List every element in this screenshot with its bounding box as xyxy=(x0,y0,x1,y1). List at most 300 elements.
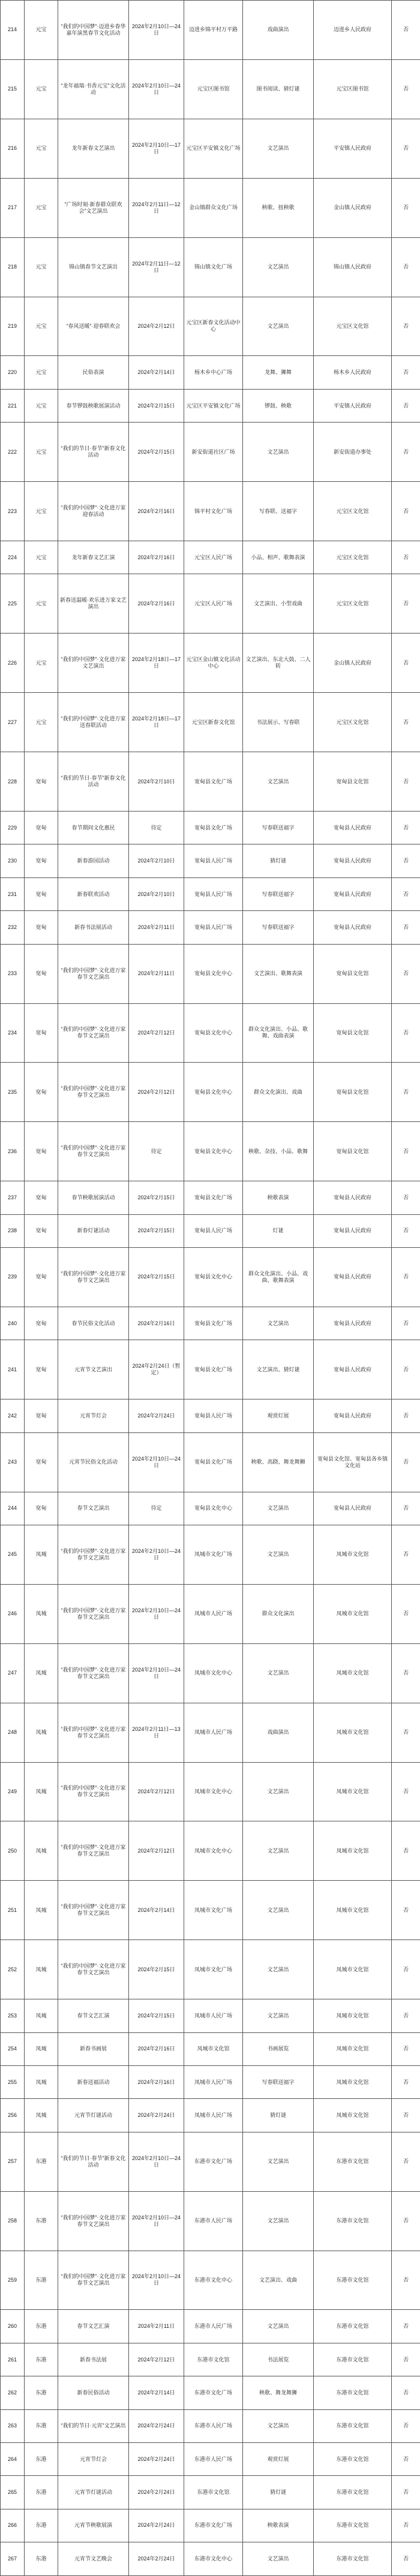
organizer-cell: 东港市文化馆 xyxy=(314,2132,392,2191)
activity-name-cell: 元宵节灯会 xyxy=(58,1399,129,1432)
district-cell: 东港 xyxy=(25,2191,58,2251)
date-cell: 待定 xyxy=(129,1122,184,1181)
district-cell: 东港 xyxy=(25,2251,58,2310)
organizer-cell: 凤城市文化馆 xyxy=(314,1821,392,1881)
charge-cell: 否 xyxy=(392,482,420,541)
content-cell: 秧歌表演 xyxy=(243,2509,314,2542)
venue-cell: 新安街道社区广场 xyxy=(184,423,243,482)
content-cell: 龙舞、狮舞 xyxy=(243,356,314,389)
content-cell: 戏曲演出 xyxy=(243,1703,314,1762)
row-number: 266 xyxy=(1,2509,25,2542)
district-cell: 元宝 xyxy=(25,356,58,389)
date-cell: 2024年2月11日—13日 xyxy=(129,1703,184,1762)
venue-cell: 宽甸县文化广场 xyxy=(184,1340,243,1399)
charge-cell: 否 xyxy=(392,844,420,877)
charge-cell: 否 xyxy=(392,911,420,944)
row-number: 234 xyxy=(1,1003,25,1063)
organizer-cell: 东港市文化馆 xyxy=(314,2191,392,2251)
district-cell: 元宝 xyxy=(25,119,58,178)
table-row xyxy=(1,2099,420,2132)
venue-cell: 元宝区新春文化活动中心 xyxy=(184,297,243,356)
activity-name-cell: “我们的节日·元宵”文艺演出 xyxy=(58,2409,129,2442)
organizer-cell: 元宝区文化馆 xyxy=(314,574,392,634)
table-row xyxy=(1,1399,420,1432)
venue-cell: 宽甸县人民广场 xyxy=(184,877,243,910)
organizer-cell: 凤城市文化馆 xyxy=(314,1584,392,1643)
district-cell: 凤城 xyxy=(25,1821,58,1881)
venue-cell: 宽甸县文化广场 xyxy=(184,1181,243,1214)
venue-cell: 元宝区平安镇文化广场 xyxy=(184,389,243,422)
content-cell: 文艺演出、小型戏曲 xyxy=(243,574,314,634)
venue-cell: 凤城市文化中心 xyxy=(184,1762,243,1821)
district-cell: 元宝 xyxy=(25,693,58,752)
content-cell: 文艺演出、戏曲 xyxy=(243,2251,314,2310)
date-cell: 2024年2月14日 xyxy=(129,356,184,389)
date-cell: 2024年2月11日 xyxy=(129,2310,184,2343)
venue-cell: 东港市人民广场 xyxy=(184,2191,243,2251)
row-number: 240 xyxy=(1,1307,25,1340)
district-cell: 宽甸 xyxy=(25,877,58,910)
row-number: 224 xyxy=(1,541,25,574)
activity-name-cell: 春节秧歌展演活动 xyxy=(58,1181,129,1214)
activity-name-cell: 龙年新春文艺演出 xyxy=(58,119,129,178)
organizer-cell: 东港市文化馆 xyxy=(314,2376,392,2409)
charge-cell: 否 xyxy=(392,693,420,752)
venue-cell: 宽甸县人民广场 xyxy=(184,911,243,944)
venue-cell: 元宝区新春文化馆 xyxy=(184,693,243,752)
charge-cell: 否 xyxy=(392,752,420,812)
district-cell: 元宝 xyxy=(25,634,58,693)
organizer-cell: 宽甸县人民政府 xyxy=(314,1214,392,1247)
content-cell: 戏曲演出 xyxy=(243,1,314,60)
district-cell: 宽甸 xyxy=(25,1399,58,1432)
table-row xyxy=(1,1940,420,1999)
date-cell: 2024年2月11日 xyxy=(129,911,184,944)
venue-cell: 东港市文化广场 xyxy=(184,2376,243,2409)
district-cell: 宽甸 xyxy=(25,944,58,1003)
venue-cell: 金山镇群众文化广场 xyxy=(184,178,243,237)
content-cell: 猜灯谜 xyxy=(243,2099,314,2132)
content-cell: 文艺演出 xyxy=(243,423,314,482)
organizer-cell: 东港市文化馆 xyxy=(314,2509,392,2542)
charge-cell: 否 xyxy=(392,2065,420,2098)
date-cell: 2024年2月10日—24日 xyxy=(129,1,184,60)
venue-cell: 凤城市人民广场 xyxy=(184,1703,243,1762)
activity-name-cell: “我们的中国梦”·文化进万家迎春活动 xyxy=(58,482,129,541)
row-number: 233 xyxy=(1,944,25,1003)
activity-name-cell: “龙年福瑞·书香元宝”文化活动 xyxy=(58,59,129,119)
organizer-cell: 凤城市文化馆 xyxy=(314,2065,392,2098)
charge-cell: 否 xyxy=(392,1940,420,1999)
row-number: 258 xyxy=(1,2191,25,2251)
charge-cell: 否 xyxy=(392,1003,420,1063)
charge-cell: 否 xyxy=(392,634,420,693)
district-cell: 东港 xyxy=(25,2132,58,2191)
venue-cell: 宽甸县文化中心 xyxy=(184,944,243,1003)
organizer-cell: 宽甸县人民政府 xyxy=(314,1399,392,1432)
charge-cell: 否 xyxy=(392,1181,420,1214)
venue-cell: 宽甸县人民广场 xyxy=(184,1399,243,1432)
charge-cell: 否 xyxy=(392,389,420,422)
table-row xyxy=(1,2343,420,2376)
date-cell: 2024年2月18日—17日 xyxy=(129,634,184,693)
district-cell: 凤城 xyxy=(25,1525,58,1584)
organizer-cell: 宽甸县文化馆、宽甸县各乡镇文化站 xyxy=(314,1432,392,1492)
table-row xyxy=(1,2032,420,2065)
charge-cell: 否 xyxy=(392,1525,420,1584)
district-cell: 元宝 xyxy=(25,389,58,422)
venue-cell: 宽甸县人民广场 xyxy=(184,1214,243,1247)
table-row xyxy=(1,634,420,693)
table-row xyxy=(1,1492,420,1525)
district-cell: 凤城 xyxy=(25,2065,58,2098)
organizer-cell: 宽甸县人民政府 xyxy=(314,844,392,877)
activity-name-cell: “我们的节日·春节”新春文化活动 xyxy=(58,2132,129,2191)
district-cell: 元宝 xyxy=(25,237,58,297)
row-number: 267 xyxy=(1,2542,25,2576)
organizer-cell: 凤城市文化馆 xyxy=(314,1525,392,1584)
content-cell: 书法展览 xyxy=(243,2343,314,2376)
content-cell: 文艺演出 xyxy=(243,2409,314,2442)
venue-cell: 东港市文化中心 xyxy=(184,2251,243,2310)
date-cell: 2024年2月16日 xyxy=(129,1307,184,1340)
table-row xyxy=(1,2376,420,2409)
content-cell: 秧歌、扭秧歌 xyxy=(243,178,314,237)
venue-cell: 东港市人民广场 xyxy=(184,2310,243,2343)
venue-cell: 东港市文化中心 xyxy=(184,2542,243,2576)
venue-cell: 元宝区人民广场 xyxy=(184,574,243,634)
activity-name-cell: “我们的中国梦”·文化进万家春节文艺演出 xyxy=(58,1063,129,1122)
district-cell: 元宝 xyxy=(25,541,58,574)
table-row xyxy=(1,1,420,60)
organizer-cell: 东港市文化馆 xyxy=(314,2443,392,2476)
table-row xyxy=(1,2132,420,2191)
organizer-cell: 元宝区图书馆 xyxy=(314,59,392,119)
table-row xyxy=(1,911,420,944)
organizer-cell: 凤城市文化馆 xyxy=(314,1703,392,1762)
content-cell: 书法展示、写春联 xyxy=(243,693,314,752)
row-number: 252 xyxy=(1,1940,25,1999)
charge-cell: 否 xyxy=(392,1307,420,1340)
date-cell: 2024年2月12日 xyxy=(129,1003,184,1063)
district-cell: 宽甸 xyxy=(25,1181,58,1214)
organizer-cell: 宽甸县人民政府 xyxy=(314,1340,392,1399)
district-cell: 元宝 xyxy=(25,59,58,119)
charge-cell: 否 xyxy=(392,2251,420,2310)
venue-cell: 凤城市人民广场 xyxy=(184,2099,243,2132)
venue-cell: 东港市文化广场 xyxy=(184,2132,243,2191)
charge-cell: 否 xyxy=(392,1432,420,1492)
district-cell: 宽甸 xyxy=(25,1307,58,1340)
content-cell: 文艺演出 xyxy=(243,237,314,297)
activity-name-cell: “我们的中国梦”·文化进万家春节文艺演出 xyxy=(58,1821,129,1881)
row-number: 230 xyxy=(1,844,25,877)
organizer-cell: 凤城市文化馆 xyxy=(314,1762,392,1821)
date-cell: 2024年2月12日 xyxy=(129,1762,184,1821)
content-cell: 文艺演出 xyxy=(243,297,314,356)
table-row xyxy=(1,1999,420,2032)
activity-name-cell: “我们的中国梦”·文化进万家春节文艺演出 xyxy=(58,1762,129,1821)
table-row xyxy=(1,1181,420,1214)
district-cell: 宽甸 xyxy=(25,1063,58,1122)
charge-cell: 否 xyxy=(392,423,420,482)
content-cell: 文艺演出 xyxy=(243,1999,314,2032)
activity-name-cell: “我们的中国梦”·迈进乡春华嘉年演黑春节文化活动 xyxy=(58,1,129,60)
charge-cell: 否 xyxy=(392,1248,420,1307)
content-cell: 秧歌、杂技、小品、歌舞 xyxy=(243,1122,314,1181)
row-number: 215 xyxy=(1,59,25,119)
organizer-cell: 宽甸县文化馆 xyxy=(314,1003,392,1063)
charge-cell: 否 xyxy=(392,1063,420,1122)
content-cell: 文艺演出 xyxy=(243,2132,314,2191)
district-cell: 宽甸 xyxy=(25,844,58,877)
venue-cell: 宽甸县人民广场 xyxy=(184,844,243,877)
date-cell: 2024年2月10日—24日 xyxy=(129,1584,184,1643)
table-row xyxy=(1,2509,420,2542)
activity-name-cell: 新春民俗活动 xyxy=(58,2376,129,2409)
organizer-cell: 宽甸县文化馆 xyxy=(314,1122,392,1181)
date-cell: 2024年2月16日 xyxy=(129,482,184,541)
venue-cell: 宽甸县文化中心 xyxy=(184,1063,243,1122)
district-cell: 东港 xyxy=(25,2343,58,2376)
content-cell: 文艺演出、猜灯谜 xyxy=(243,1340,314,1399)
date-cell: 2024年2月10日 xyxy=(129,877,184,910)
organizer-cell: 平安镇人民政府 xyxy=(314,119,392,178)
row-number: 235 xyxy=(1,1063,25,1122)
table-row xyxy=(1,944,420,1003)
activity-name-cell: “我们的中国梦”·文化进万家送春联活动 xyxy=(58,693,129,752)
content-cell: 群众文化演出、小品、歌舞、戏曲表演 xyxy=(243,1003,314,1063)
date-cell: 2024年2月24日 xyxy=(129,2509,184,2542)
venue-cell: 元宝区人民广场 xyxy=(184,541,243,574)
content-cell: 文艺演出 xyxy=(243,1940,314,1999)
content-cell: 写春联、送福字 xyxy=(243,482,314,541)
charge-cell: 否 xyxy=(392,1214,420,1247)
activity-name-cell: 民俗表演 xyxy=(58,356,129,389)
district-cell: 宽甸 xyxy=(25,1432,58,1492)
charge-cell: 否 xyxy=(392,2476,420,2509)
activity-name-cell: “我们的中国梦”·文化进万家春节文艺演出 xyxy=(58,1248,129,1307)
district-cell: 元宝 xyxy=(25,1,58,60)
row-number: 261 xyxy=(1,2343,25,2376)
row-number: 228 xyxy=(1,752,25,812)
date-cell: 2024年2月10日—24日 xyxy=(129,1643,184,1703)
charge-cell: 否 xyxy=(392,1340,420,1399)
activity-name-cell: “我们的中国梦”·文化进万家春节文艺演出 xyxy=(58,1703,129,1762)
district-cell: 凤城 xyxy=(25,1703,58,1762)
charge-cell: 否 xyxy=(392,119,420,178)
charge-cell: 否 xyxy=(392,1,420,60)
content-cell: 写春联送福字 xyxy=(243,911,314,944)
table-row xyxy=(1,356,420,389)
organizer-cell: 宽甸县人民政府 xyxy=(314,1181,392,1214)
date-cell: 2024年2月15日 xyxy=(129,423,184,482)
district-cell: 凤城 xyxy=(25,1999,58,2032)
row-number: 219 xyxy=(1,297,25,356)
venue-cell: 宽甸县文化广场 xyxy=(184,1432,243,1492)
activity-name-cell: “我们的中国梦”·文化进万家春节文艺演出 xyxy=(58,1584,129,1643)
venue-cell: 凤城市人民广场 xyxy=(184,1584,243,1643)
organizer-cell: 东港市文化馆 xyxy=(314,2310,392,2343)
district-cell: 元宝 xyxy=(25,574,58,634)
table-row xyxy=(1,2409,420,2442)
activity-name-cell: 春节民俗文化活动 xyxy=(58,1307,129,1340)
charge-cell: 否 xyxy=(392,877,420,910)
table-row xyxy=(1,1643,420,1703)
activity-name-cell: 新春送福活动 xyxy=(58,2065,129,2098)
activity-name-cell: 新春灯谜活动 xyxy=(58,1214,129,1247)
activity-name-cell: 龙年新春文艺汇演 xyxy=(58,541,129,574)
charge-cell: 否 xyxy=(392,2132,420,2191)
charge-cell: 否 xyxy=(392,178,420,237)
row-number: 225 xyxy=(1,574,25,634)
table-row xyxy=(1,2542,420,2576)
charge-cell: 否 xyxy=(392,2509,420,2542)
table-row xyxy=(1,1525,420,1584)
charge-cell: 否 xyxy=(392,2376,420,2409)
content-cell: 观赏灯展 xyxy=(243,2443,314,2476)
date-cell: 2024年2月12日 xyxy=(129,297,184,356)
charge-cell: 否 xyxy=(392,297,420,356)
table-row xyxy=(1,877,420,910)
row-number: 246 xyxy=(1,1584,25,1643)
date-cell: 2024年2月11日—12日 xyxy=(129,178,184,237)
activity-name-cell: “我们的中国梦”·文化进万家春节文艺演出 xyxy=(58,1881,129,1940)
organizer-cell: 凤城市文化馆 xyxy=(314,1643,392,1703)
venue-cell: 宽甸县文化广场 xyxy=(184,812,243,844)
date-cell: 2024年2月24日 xyxy=(129,2542,184,2576)
activity-name-cell: 新春书法展活动 xyxy=(58,911,129,944)
district-cell: 凤城 xyxy=(25,2032,58,2065)
charge-cell: 否 xyxy=(392,1399,420,1432)
content-cell: 文艺演出 xyxy=(243,1821,314,1881)
content-cell: 文艺演出、歌舞表演 xyxy=(243,944,314,1003)
table-row xyxy=(1,2065,420,2098)
date-cell: 2024年2月10日 xyxy=(129,844,184,877)
content-cell: 锣鼓、秧歌 xyxy=(243,389,314,422)
date-cell: 2024年2月14日 xyxy=(129,2376,184,2409)
row-number: 248 xyxy=(1,1703,25,1762)
content-cell: 文艺演出 xyxy=(243,1492,314,1525)
table-row xyxy=(1,119,420,178)
content-cell: 群众文化演出 xyxy=(243,1584,314,1643)
district-cell: 宽甸 xyxy=(25,1122,58,1181)
table-row xyxy=(1,1003,420,1063)
activity-rows xyxy=(1,1,420,2576)
charge-cell: 否 xyxy=(392,574,420,634)
activity-name-cell: 元宵节灯谜活动 xyxy=(58,2099,129,2132)
venue-cell: 宽甸县文化中心 xyxy=(184,1003,243,1063)
organizer-cell: 金山镇人民政府 xyxy=(314,634,392,693)
venue-cell: 凤城市文化广场 xyxy=(184,1525,243,1584)
organizer-cell: 宽甸县人民政府 xyxy=(314,1492,392,1525)
activity-name-cell: “我们的中国梦”·文化进万家春节文艺演出 xyxy=(58,2191,129,2251)
district-cell: 元宝 xyxy=(25,482,58,541)
activity-name-cell: 新春书法展 xyxy=(58,2343,129,2376)
table-row xyxy=(1,1821,420,1881)
venue-cell: 宽甸县文化广场 xyxy=(184,1307,243,1340)
table-row xyxy=(1,1307,420,1340)
district-cell: 元宝 xyxy=(25,297,58,356)
organizer-cell: 宽甸县文化馆 xyxy=(314,752,392,812)
table-row xyxy=(1,237,420,297)
charge-cell: 否 xyxy=(392,1122,420,1181)
date-cell: 2024年2月10日—24日 xyxy=(129,59,184,119)
charge-cell: 否 xyxy=(392,237,420,297)
content-cell: 群众文化演出、小品、戏曲、歌舞表演 xyxy=(243,1248,314,1307)
venue-cell: 迈进乡锦平村万平路 xyxy=(184,1,243,60)
table-row xyxy=(1,2310,420,2343)
row-number: 242 xyxy=(1,1399,25,1432)
row-number: 214 xyxy=(1,1,25,60)
district-cell: 元宝 xyxy=(25,423,58,482)
row-number: 238 xyxy=(1,1214,25,1247)
venue-cell: 锦平村文化广场 xyxy=(184,482,243,541)
organizer-cell: 迈进乡人民政府 xyxy=(314,1,392,60)
date-cell: 2024年2月11日 xyxy=(129,944,184,1003)
row-number: 216 xyxy=(1,119,25,178)
venue-cell: 东港市人民广场 xyxy=(184,2409,243,2442)
organizer-cell: 杨木乡人民政府 xyxy=(314,356,392,389)
charge-cell: 否 xyxy=(392,812,420,844)
row-number: 218 xyxy=(1,237,25,297)
date-cell: 2024年2月15日 xyxy=(129,1214,184,1247)
organizer-cell: 凤城市文化馆 xyxy=(314,2099,392,2132)
charge-cell: 否 xyxy=(392,1762,420,1821)
date-cell: 2024年2月12日 xyxy=(129,2343,184,2376)
content-cell: 书画展览 xyxy=(243,2032,314,2065)
organizer-cell: 元宝区文化馆 xyxy=(314,482,392,541)
table-row xyxy=(1,2191,420,2251)
venue-cell: 凤城市文化中心 xyxy=(184,1643,243,1703)
table-row xyxy=(1,423,420,482)
activity-name-cell: “我们的中国梦”·文化进万家春节文艺演出 xyxy=(58,1003,129,1063)
activity-name-cell: “我们的中国梦”·文化进万家春节文艺演出 xyxy=(58,944,129,1003)
row-number: 239 xyxy=(1,1248,25,1307)
charge-cell: 否 xyxy=(392,541,420,574)
charge-cell: 否 xyxy=(392,1584,420,1643)
table-row xyxy=(1,844,420,877)
activity-name-cell: “我们的节日·春节”新春文化活动 xyxy=(58,423,129,482)
organizer-cell: 凤城市文化馆 xyxy=(314,1881,392,1940)
district-cell: 宽甸 xyxy=(25,911,58,944)
activity-name-cell: 元宵节秧歌展演 xyxy=(58,2509,129,2542)
date-cell: 2024年2月10日—24日 xyxy=(129,2251,184,2310)
row-number: 236 xyxy=(1,1122,25,1181)
content-cell: 写春联送福字 xyxy=(243,2065,314,2098)
organizer-cell: 宽甸县人民政府 xyxy=(314,877,392,910)
organizer-cell: 元宝区文化馆 xyxy=(314,693,392,752)
organizer-cell: 东港市文化馆 xyxy=(314,2343,392,2376)
organizer-cell: 宽甸县文化馆 xyxy=(314,1063,392,1122)
organizer-cell: 宽甸县文化馆 xyxy=(314,944,392,1003)
row-number: 221 xyxy=(1,389,25,422)
activity-name-cell: 元宵节民俗文化活动 xyxy=(58,1432,129,1492)
organizer-cell: 平安镇人民政府 xyxy=(314,389,392,422)
activity-name-cell: 春节文艺演出 xyxy=(58,1492,129,1525)
organizer-cell: 东港市文化馆 xyxy=(314,2409,392,2442)
organizer-cell: 东港市文化馆 xyxy=(314,2542,392,2576)
table-row xyxy=(1,1881,420,1940)
date-cell: 2024年2月15日 xyxy=(129,1181,184,1214)
table-row xyxy=(1,59,420,119)
activity-name-cell: 元宵节灯谜活动 xyxy=(58,2476,129,2509)
district-cell: 东港 xyxy=(25,2476,58,2509)
date-cell: 待定 xyxy=(129,812,184,844)
activity-name-cell: 元宵节文艺晚会 xyxy=(58,2542,129,2576)
row-number: 264 xyxy=(1,2443,25,2476)
date-cell: 2024年2月15日 xyxy=(129,1248,184,1307)
